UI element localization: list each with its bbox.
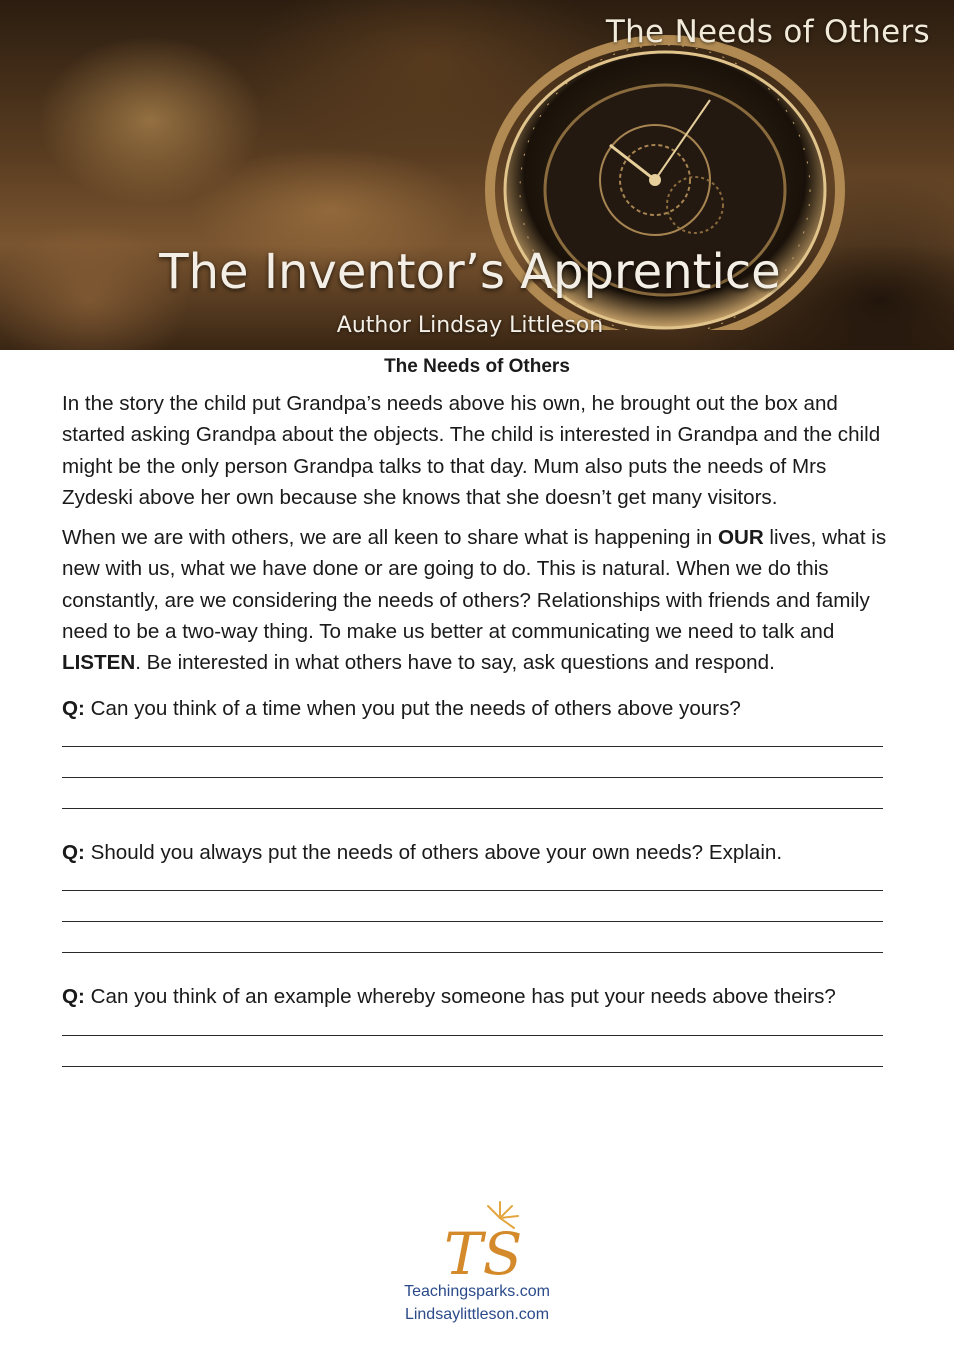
author-line: Author Lindsay Littleson: [336, 313, 604, 338]
answer-area-2[interactable]: [62, 890, 892, 953]
footer: [0, 1198, 954, 1326]
question-prefix: Q:: [62, 840, 85, 864]
question-text: Can you think of an example whereby someone has put your needs above theirs?: [84, 985, 836, 1009]
corner-title: The Needs of Others: [605, 14, 930, 50]
emphasis-listen: LISTEN: [62, 651, 136, 675]
question-1: [62, 693, 892, 724]
answer-line[interactable]: [62, 921, 883, 922]
question-text: Should you always put the needs of others above your own needs? Explain.: [84, 840, 783, 864]
answer-line[interactable]: [62, 890, 883, 891]
answer-line[interactable]: [62, 952, 883, 953]
logo-text: TS: [444, 1220, 523, 1280]
question-text: Can you think of a time when you put the needs of others above yours?: [84, 696, 741, 720]
question-3: [62, 981, 892, 1012]
link-lindsaylittleson[interactable]: Lindsaylittleson.com: [404, 1306, 550, 1323]
answer-area-1[interactable]: [62, 746, 892, 809]
emphasis-our: OUR: [717, 526, 764, 550]
answer-line[interactable]: [62, 1035, 883, 1036]
paragraph-2-text: lives, what is new with us, what we have done or are going to do. This is natural. When we do this constantly, are we considering the needs of others? Relationships with friends and family need to be a two-way thing. To make us better at communicating we need to talk and: [62, 526, 887, 644]
paragraph-1: In the story the child put Grandpa’s needs above his own, he brought out the box and started asking Grandpa about the objects. The child is interested in Grandpa and the child might be the only person Grandpa talks to that day. Mum also puts the needs of Mrs Zydeski above her own because she knows that she doesn’t get many visitors.: [62, 392, 881, 509]
answer-area-3[interactable]: [62, 1035, 892, 1067]
question-prefix: Q:: [62, 985, 85, 1009]
paragraph-2-text: When we are with others, we are all keen to share what is happening in: [62, 526, 718, 550]
section-heading: The Needs of Others: [384, 356, 570, 377]
question-prefix: Q:: [62, 696, 85, 720]
paragraph-2: [62, 522, 892, 678]
paragraph-2-text: . Be interested in what others have to say, ask questions and respond.: [135, 651, 775, 675]
answer-line[interactable]: [62, 777, 883, 778]
answer-line[interactable]: [62, 746, 883, 747]
header-banner: [0, 0, 954, 350]
page-title: The Inventor’s Apprentice: [159, 244, 781, 300]
question-2: [62, 837, 892, 868]
answer-line[interactable]: [62, 808, 883, 809]
worksheet-content: [62, 356, 892, 1097]
link-teachingsparks[interactable]: Teachingsparks.com: [404, 1283, 550, 1300]
spark-icon: [422, 1198, 532, 1280]
answer-line[interactable]: [62, 1066, 883, 1067]
